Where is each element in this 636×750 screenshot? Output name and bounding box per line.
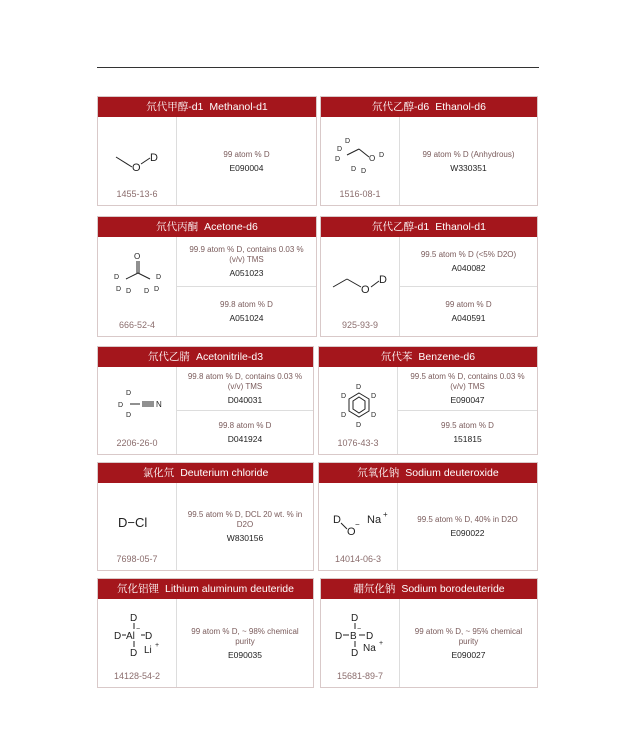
product-code: A051024 — [229, 313, 264, 323]
svg-text:D: D — [351, 613, 359, 624]
product-code: A040591 — [451, 313, 486, 323]
cas-number: 14014-06-3 — [334, 554, 382, 564]
spec-text: 99.9 atom % D, contains 0.03 % (v/v) TMS — [189, 245, 304, 264]
spec-text: 99.5 atom % D, 40% in D2O — [417, 515, 518, 524]
cas-number: 15681-89-7 — [336, 671, 384, 681]
svg-text:D: D — [130, 613, 138, 624]
nabd4-structure — [329, 609, 393, 663]
cas-number: 1076-43-3 — [337, 438, 379, 448]
svg-text:D: D — [156, 274, 162, 281]
dcl-structure — [106, 493, 170, 547]
svg-text:Na: Na — [367, 514, 382, 526]
svg-text:D: D — [126, 288, 132, 295]
svg-text:D: D — [351, 648, 359, 659]
top-rule — [97, 67, 539, 68]
svg-text:D: D — [116, 286, 122, 293]
product-code: E090047 — [450, 395, 485, 405]
product-row — [398, 367, 537, 410]
svg-text:D: D — [144, 288, 150, 295]
card-methanol-d1 — [97, 96, 317, 206]
cas-number: 1516-08-1 — [339, 189, 381, 199]
product-row — [400, 117, 537, 205]
product-row — [177, 286, 316, 336]
acetonitrile-d3-structure — [106, 377, 170, 431]
product-code: W830156 — [226, 533, 264, 543]
naod-structure — [327, 493, 391, 547]
svg-text:D−Cl: D−Cl — [118, 515, 148, 530]
svg-text:D: D — [371, 393, 377, 400]
ethanol-d1-structure — [329, 247, 393, 301]
acetone-d6-structure — [106, 247, 170, 301]
benzene-d6-structure — [327, 377, 391, 431]
spec-text: 99.5 atom % D (<5% D2O) — [420, 250, 517, 259]
cas-number: 7698-05-7 — [116, 554, 158, 564]
svg-text:D: D — [335, 631, 343, 642]
spec-text: 99 atom % D — [223, 149, 270, 159]
card-header: 氘氧化钠 Sodium deuteroxide — [319, 463, 537, 483]
spec-text: 99.8 atom % D, contains 0.03 % (v/v) TMS — [187, 372, 303, 391]
spec-text: 99.8 atom % D — [218, 421, 272, 430]
card-header: 氘代丙酮 Acetone-d6 — [98, 217, 316, 237]
product-row — [398, 410, 537, 454]
card-header: 硼氘化钠 Sodium borodeuteride — [321, 579, 537, 599]
svg-text:D: D — [341, 393, 347, 400]
product-row — [400, 599, 537, 687]
svg-text:D: D — [356, 422, 362, 429]
svg-text:Li: Li — [144, 645, 152, 656]
product-row — [177, 117, 316, 205]
svg-text:D: D — [371, 412, 377, 419]
product-code: A051023 — [229, 268, 264, 278]
cas-number: 1455-13-6 — [116, 189, 158, 199]
card-header: 氘代苯 Benzene-d6 — [319, 347, 537, 367]
card-header: 氘代乙醇-d6 Ethanol-d6 — [321, 97, 537, 117]
product-code: D041924 — [227, 434, 263, 444]
spec-text: 99.5 atom % D — [441, 421, 494, 430]
product-row — [400, 286, 537, 336]
svg-text:D: D — [361, 168, 367, 175]
product-row — [177, 367, 313, 410]
card-header: 氘代乙醇-d1 Ethanol-d1 — [321, 217, 537, 237]
card-header: 氘代甲醇-d1 Methanol-d1 — [98, 97, 316, 117]
svg-text:D: D — [114, 274, 120, 281]
svg-text:D: D — [154, 286, 160, 293]
spec-text: 99 atom % D (Anhydrous) — [422, 149, 515, 159]
svg-text:O: O — [134, 252, 141, 261]
product-code: E090004 — [229, 162, 264, 173]
svg-text:D: D — [379, 152, 385, 159]
svg-text:D: D — [351, 166, 357, 173]
svg-text:O: O — [361, 284, 370, 296]
svg-text:D: D — [150, 152, 158, 164]
svg-text:D: D — [345, 138, 351, 145]
svg-text:+: + — [155, 642, 160, 649]
card-ethanol-d6 — [320, 96, 538, 206]
svg-text:O: O — [132, 162, 141, 174]
spec-text: 99.5 atom % D, contains 0.03 % (v/v) TMS — [410, 372, 525, 391]
svg-text:D: D — [341, 412, 347, 419]
cas-number: 925-93-9 — [341, 320, 379, 330]
spec-text: 99 atom % D — [445, 300, 492, 309]
svg-text:D: D — [379, 274, 387, 286]
svg-text:D: D — [118, 402, 124, 409]
product-row — [177, 410, 313, 454]
product-code: E090027 — [451, 649, 486, 660]
svg-text:D: D — [114, 631, 122, 642]
cas-number: 2206-26-0 — [116, 438, 158, 448]
product-row — [177, 483, 313, 570]
card-benzene-d6 — [318, 346, 538, 455]
card-header: 氘化铝锂 Lithium aluminum deuteride — [98, 579, 313, 599]
card-ethanol-d1 — [320, 216, 538, 337]
spec-text: 99.8 atom % D — [220, 300, 273, 309]
svg-text:O: O — [369, 154, 376, 163]
svg-text:Na: Na — [363, 643, 376, 654]
product-code: A040082 — [451, 263, 486, 273]
product-row — [400, 237, 537, 286]
svg-text:−: − — [357, 626, 362, 633]
svg-text:D: D — [356, 384, 362, 391]
lialh4-structure — [106, 609, 170, 663]
methanol-d1-structure — [106, 127, 170, 181]
svg-text:D: D — [337, 146, 343, 153]
card-sodium-borodeuteride — [320, 578, 538, 688]
cas-number: 666-52-4 — [118, 320, 156, 330]
svg-text:D: D — [333, 514, 341, 526]
svg-text:D: D — [145, 631, 153, 642]
product-code: E090022 — [450, 528, 485, 538]
svg-text:N: N — [156, 400, 162, 409]
cas-number: 14128-54-2 — [113, 671, 161, 681]
product-code: 151815 — [453, 434, 482, 444]
card-acetone-d6 — [97, 216, 317, 337]
spec-text: 99 atom % D, ~ 95% chemical purity — [414, 626, 523, 646]
product-row — [177, 599, 313, 687]
product-row — [398, 483, 537, 570]
spec-text: 99.5 atom % D, DCL 20 wt. % in D2O — [187, 510, 303, 529]
product-row — [177, 237, 316, 286]
product-code: D040031 — [227, 395, 263, 405]
svg-text:−: − — [355, 520, 360, 529]
svg-text:+: + — [383, 510, 388, 519]
card-acetonitrile-d3 — [97, 346, 314, 455]
card-header: 氘代乙腈 Acetonitrile-d3 — [98, 347, 313, 367]
svg-text:B: B — [350, 631, 357, 642]
svg-text:D: D — [126, 412, 132, 419]
card-lithium-aluminum-deuteride — [97, 578, 314, 688]
card-header: 氯化氘 Deuterium chloride — [98, 463, 313, 483]
spec-text: 99 atom % D, ~ 98% chemical purity — [191, 626, 299, 646]
card-deuterium-chloride — [97, 462, 314, 571]
svg-text:−: − — [136, 626, 141, 633]
svg-text:D: D — [126, 390, 132, 397]
svg-text:D: D — [366, 631, 374, 642]
svg-text:Al: Al — [126, 631, 135, 642]
svg-text:D: D — [130, 648, 138, 659]
product-code: E090035 — [227, 649, 263, 660]
svg-text:D: D — [335, 156, 341, 163]
product-code: W330351 — [450, 162, 487, 173]
svg-text:O: O — [347, 526, 356, 538]
svg-text:+: + — [379, 640, 384, 647]
ethanol-d6-structure — [329, 127, 393, 181]
card-sodium-deuteroxide — [318, 462, 538, 571]
